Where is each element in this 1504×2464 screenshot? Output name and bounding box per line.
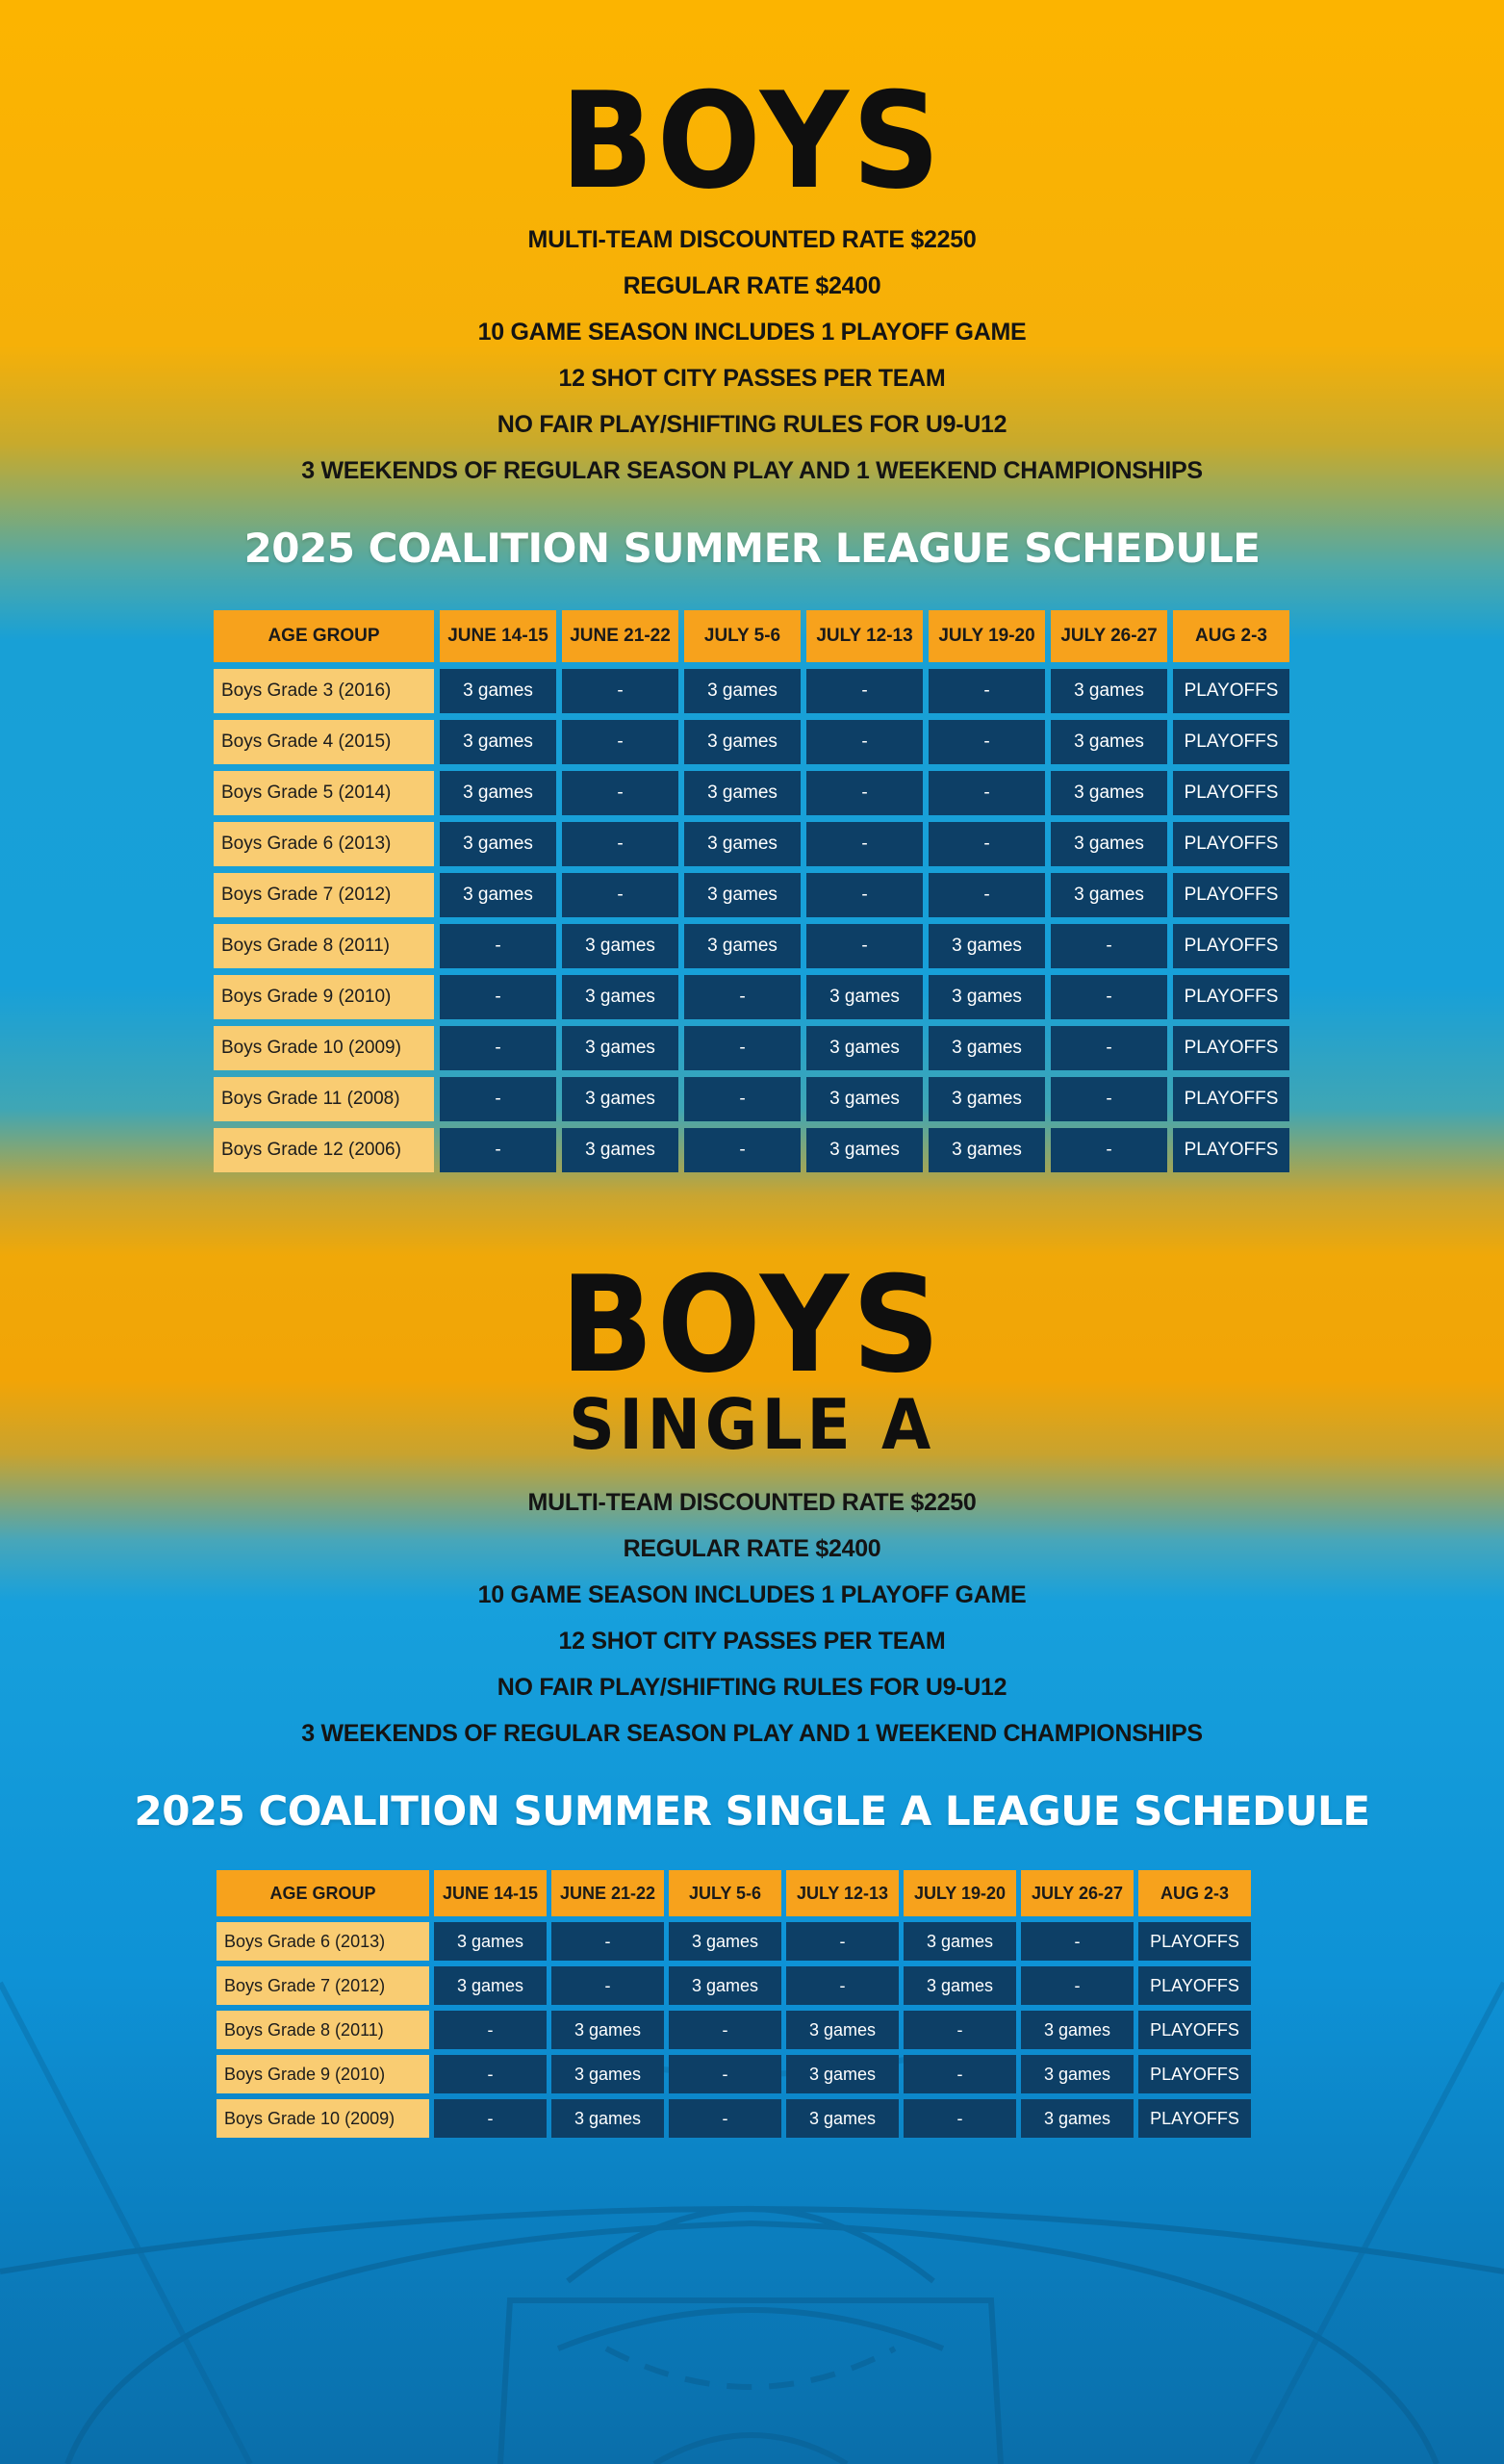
info-line-fair-play: NO FAIR PLAY/SHIFTING RULES FOR U9-U12 xyxy=(497,1674,1007,1701)
info-line-passes: 12 SHOT CITY PASSES PER TEAM xyxy=(558,365,946,392)
schedule-cell: - xyxy=(684,1077,801,1121)
schedule-cell: 3 games xyxy=(562,1026,678,1070)
age-group-cell: Boys Grade 10 (2009) xyxy=(217,2099,429,2138)
schedule-cell: - xyxy=(562,873,678,917)
schedule-cell: - xyxy=(440,975,556,1019)
schedule-cell: 3 games xyxy=(440,822,556,866)
section2-schedule-title: 2025 COALITION SUMMER SINGLE A LEAGUE SCHEDULE xyxy=(134,1787,1370,1835)
column-header-date: JULY 5-6 xyxy=(669,1870,781,1916)
section2-title: BOYS xyxy=(560,1247,944,1402)
table-row xyxy=(217,2055,1251,2093)
schedule-cell: - xyxy=(440,1026,556,1070)
column-header-age-group: AGE GROUP xyxy=(217,1870,429,1916)
schedule-cell: - xyxy=(562,720,678,764)
schedule-cell: - xyxy=(1051,975,1167,1019)
info-line-regular-rate: REGULAR RATE $2400 xyxy=(623,272,881,299)
schedule-cell: - xyxy=(434,2099,547,2138)
table-row xyxy=(214,669,1289,713)
schedule-cell: - xyxy=(434,2011,547,2049)
age-group-cell: Boys Grade 9 (2010) xyxy=(214,975,434,1019)
schedule-cell: 3 games xyxy=(1051,720,1167,764)
schedule-cell: - xyxy=(806,924,923,968)
schedule-cell: - xyxy=(929,873,1045,917)
info-line-discount-rate: MULTI-TEAM DISCOUNTED RATE $2250 xyxy=(527,226,977,253)
schedule-cell: PLAYOFFS xyxy=(1138,2011,1251,2049)
table-row xyxy=(214,720,1289,764)
schedule-cell: - xyxy=(562,822,678,866)
column-header-date: AUG 2-3 xyxy=(1138,1870,1251,1916)
schedule-cell: 3 games xyxy=(684,924,801,968)
schedule-cell: 3 games xyxy=(562,1077,678,1121)
table-row xyxy=(214,771,1289,815)
schedule-cell: 3 games xyxy=(440,720,556,764)
schedule-cell: 3 games xyxy=(440,873,556,917)
column-header-date: JULY 26-27 xyxy=(1051,610,1167,662)
section1-info xyxy=(0,217,1504,494)
schedule-cell: 3 games xyxy=(562,975,678,1019)
age-group-cell: Boys Grade 3 (2016) xyxy=(214,669,434,713)
schedule-cell: 3 games xyxy=(929,1026,1045,1070)
table-row xyxy=(217,2011,1251,2049)
schedule-cell: - xyxy=(1051,924,1167,968)
schedule-cell: 3 games xyxy=(786,2099,899,2138)
schedule-cell: - xyxy=(806,771,923,815)
column-header-date: JULY 26-27 xyxy=(1021,1870,1134,1916)
table-row xyxy=(214,822,1289,866)
schedule-cell: - xyxy=(929,669,1045,713)
schedule-cell: 3 games xyxy=(440,771,556,815)
schedule-cell: - xyxy=(904,2011,1016,2049)
schedule-cell: - xyxy=(786,1922,899,1961)
schedule-cell: PLAYOFFS xyxy=(1173,720,1289,764)
schedule-cell: 3 games xyxy=(929,975,1045,1019)
age-group-cell: Boys Grade 11 (2008) xyxy=(214,1077,434,1121)
schedule-cell: PLAYOFFS xyxy=(1173,975,1289,1019)
schedule-cell: PLAYOFFS xyxy=(1173,924,1289,968)
info-line-discount-rate: MULTI-TEAM DISCOUNTED RATE $2250 xyxy=(527,1489,977,1516)
schedule-cell: - xyxy=(1021,1966,1134,2005)
schedule-cell: - xyxy=(440,924,556,968)
schedule-cell: - xyxy=(806,822,923,866)
schedule-cell: PLAYOFFS xyxy=(1173,669,1289,713)
schedule-cell: - xyxy=(551,1966,664,2005)
schedule-cell: - xyxy=(904,2099,1016,2138)
table-row xyxy=(214,1128,1289,1172)
schedule-cell: 3 games xyxy=(904,1922,1016,1961)
schedule-cell: PLAYOFFS xyxy=(1138,2055,1251,2093)
table-header-row xyxy=(217,1870,1251,1916)
schedule-cell: 3 games xyxy=(904,1966,1016,2005)
table-row xyxy=(217,1966,1251,2005)
table-row xyxy=(214,975,1289,1019)
table-row xyxy=(214,873,1289,917)
schedule-cell: - xyxy=(440,1128,556,1172)
column-header-age-group: AGE GROUP xyxy=(214,610,434,662)
column-header-date: JUNE 21-22 xyxy=(551,1870,664,1916)
info-line-passes: 12 SHOT CITY PASSES PER TEAM xyxy=(558,1628,946,1655)
schedule-cell: - xyxy=(562,771,678,815)
column-header-date: JULY 12-13 xyxy=(806,610,923,662)
schedule-cell: - xyxy=(806,873,923,917)
schedule-cell: PLAYOFFS xyxy=(1138,2099,1251,2138)
schedule-cell: 3 games xyxy=(1051,771,1167,815)
table-row xyxy=(217,1922,1251,1961)
schedule-cell: 3 games xyxy=(551,2055,664,2093)
schedule-cell: 3 games xyxy=(786,2055,899,2093)
schedule-cell: - xyxy=(929,771,1045,815)
schedule-cell: 3 games xyxy=(684,720,801,764)
schedule-cell: 3 games xyxy=(929,924,1045,968)
schedule-cell: PLAYOFFS xyxy=(1173,771,1289,815)
age-group-cell: Boys Grade 8 (2011) xyxy=(217,2011,429,2049)
schedule-cell: 3 games xyxy=(440,669,556,713)
schedule-cell: 3 games xyxy=(684,669,801,713)
info-line-game-season: 10 GAME SEASON INCLUDES 1 PLAYOFF GAME xyxy=(477,1581,1027,1608)
table-header-row xyxy=(214,610,1289,662)
schedule-cell: 3 games xyxy=(786,2011,899,2049)
schedule-cell: - xyxy=(684,1128,801,1172)
schedule-cell: 3 games xyxy=(684,771,801,815)
schedule-cell: 3 games xyxy=(434,1922,547,1961)
schedule-cell: - xyxy=(684,1026,801,1070)
column-header-date: JUNE 14-15 xyxy=(434,1870,547,1916)
schedule-cell: - xyxy=(806,669,923,713)
schedule-cell: 3 games xyxy=(1051,669,1167,713)
section1-schedule-table xyxy=(208,603,1295,1179)
schedule-cell: 3 games xyxy=(1021,2011,1134,2049)
schedule-cell: PLAYOFFS xyxy=(1173,1026,1289,1070)
schedule-cell: 3 games xyxy=(684,822,801,866)
age-group-cell: Boys Grade 7 (2012) xyxy=(214,873,434,917)
schedule-cell: 3 games xyxy=(929,1077,1045,1121)
schedule-cell: - xyxy=(669,2055,781,2093)
schedule-cell: 3 games xyxy=(1021,2099,1134,2138)
info-line-game-season: 10 GAME SEASON INCLUDES 1 PLAYOFF GAME xyxy=(477,319,1027,346)
section1-schedule-title: 2025 COALITION SUMMER LEAGUE SCHEDULE xyxy=(243,525,1261,572)
schedule-cell: 3 games xyxy=(806,975,923,1019)
schedule-cell: 3 games xyxy=(1051,822,1167,866)
schedule-cell: - xyxy=(669,2011,781,2049)
schedule-cell: - xyxy=(684,975,801,1019)
info-line-regular-rate: REGULAR RATE $2400 xyxy=(623,1535,881,1562)
schedule-cell: 3 games xyxy=(669,1922,781,1961)
schedule-cell: - xyxy=(434,2055,547,2093)
section1-title: BOYS xyxy=(560,64,944,218)
schedule-cell: PLAYOFFS xyxy=(1138,1966,1251,2005)
age-group-cell: Boys Grade 7 (2012) xyxy=(217,1966,429,2005)
column-header-date: JULY 12-13 xyxy=(786,1870,899,1916)
schedule-cell: - xyxy=(551,1922,664,1961)
schedule-cell: 3 games xyxy=(562,1128,678,1172)
schedule-cell: PLAYOFFS xyxy=(1138,1922,1251,1961)
info-line-weekends: 3 WEEKENDS OF REGULAR SEASON PLAY AND 1 WEEKEND CHAMPIONSHIPS xyxy=(301,457,1203,484)
schedule-cell: - xyxy=(786,1966,899,2005)
age-group-cell: Boys Grade 12 (2006) xyxy=(214,1128,434,1172)
schedule-cell: - xyxy=(904,2055,1016,2093)
age-group-cell: Boys Grade 6 (2013) xyxy=(214,822,434,866)
column-header-date: JULY 19-20 xyxy=(904,1870,1016,1916)
schedule-cell: 3 games xyxy=(562,924,678,968)
schedule-cell: 3 games xyxy=(806,1128,923,1172)
schedule-cell: - xyxy=(1051,1128,1167,1172)
schedule-cell: - xyxy=(929,720,1045,764)
schedule-cell: - xyxy=(929,822,1045,866)
schedule-cell: PLAYOFFS xyxy=(1173,1128,1289,1172)
schedule-cell: 3 games xyxy=(806,1026,923,1070)
schedule-cell: 3 games xyxy=(551,2099,664,2138)
section2-info xyxy=(0,1479,1504,1757)
column-header-date: AUG 2-3 xyxy=(1173,610,1289,662)
column-header-date: JUNE 21-22 xyxy=(562,610,678,662)
table-row xyxy=(214,924,1289,968)
table-row xyxy=(214,1026,1289,1070)
schedule-cell: - xyxy=(1051,1026,1167,1070)
age-group-cell: Boys Grade 6 (2013) xyxy=(217,1922,429,1961)
schedule-cell: 3 games xyxy=(806,1077,923,1121)
schedule-cell: 3 games xyxy=(684,873,801,917)
schedule-cell: PLAYOFFS xyxy=(1173,873,1289,917)
age-group-cell: Boys Grade 5 (2014) xyxy=(214,771,434,815)
schedule-cell: - xyxy=(1051,1077,1167,1121)
schedule-cell: - xyxy=(1021,1922,1134,1961)
table-row xyxy=(214,1077,1289,1121)
age-group-cell: Boys Grade 10 (2009) xyxy=(214,1026,434,1070)
column-header-date: JUNE 14-15 xyxy=(440,610,556,662)
schedule-cell: 3 games xyxy=(1051,873,1167,917)
schedule-cell: - xyxy=(806,720,923,764)
age-group-cell: Boys Grade 9 (2010) xyxy=(217,2055,429,2093)
schedule-cell: PLAYOFFS xyxy=(1173,822,1289,866)
section2-schedule-table xyxy=(212,1864,1256,2143)
section2-subtitle: SINGLE A xyxy=(569,1384,935,1465)
column-header-date: JULY 5-6 xyxy=(684,610,801,662)
schedule-cell: - xyxy=(562,669,678,713)
schedule-cell: PLAYOFFS xyxy=(1173,1077,1289,1121)
schedule-cell: 3 games xyxy=(669,1966,781,2005)
schedule-cell: - xyxy=(669,2099,781,2138)
schedule-cell: - xyxy=(440,1077,556,1121)
age-group-cell: Boys Grade 8 (2011) xyxy=(214,924,434,968)
schedule-cell: 3 games xyxy=(434,1966,547,2005)
table-row xyxy=(217,2099,1251,2138)
schedule-cell: 3 games xyxy=(929,1128,1045,1172)
info-line-weekends: 3 WEEKENDS OF REGULAR SEASON PLAY AND 1 WEEKEND CHAMPIONSHIPS xyxy=(301,1720,1203,1747)
schedule-cell: 3 games xyxy=(551,2011,664,2049)
age-group-cell: Boys Grade 4 (2015) xyxy=(214,720,434,764)
schedule-cell: 3 games xyxy=(1021,2055,1134,2093)
info-line-fair-play: NO FAIR PLAY/SHIFTING RULES FOR U9-U12 xyxy=(497,411,1007,438)
column-header-date: JULY 19-20 xyxy=(929,610,1045,662)
